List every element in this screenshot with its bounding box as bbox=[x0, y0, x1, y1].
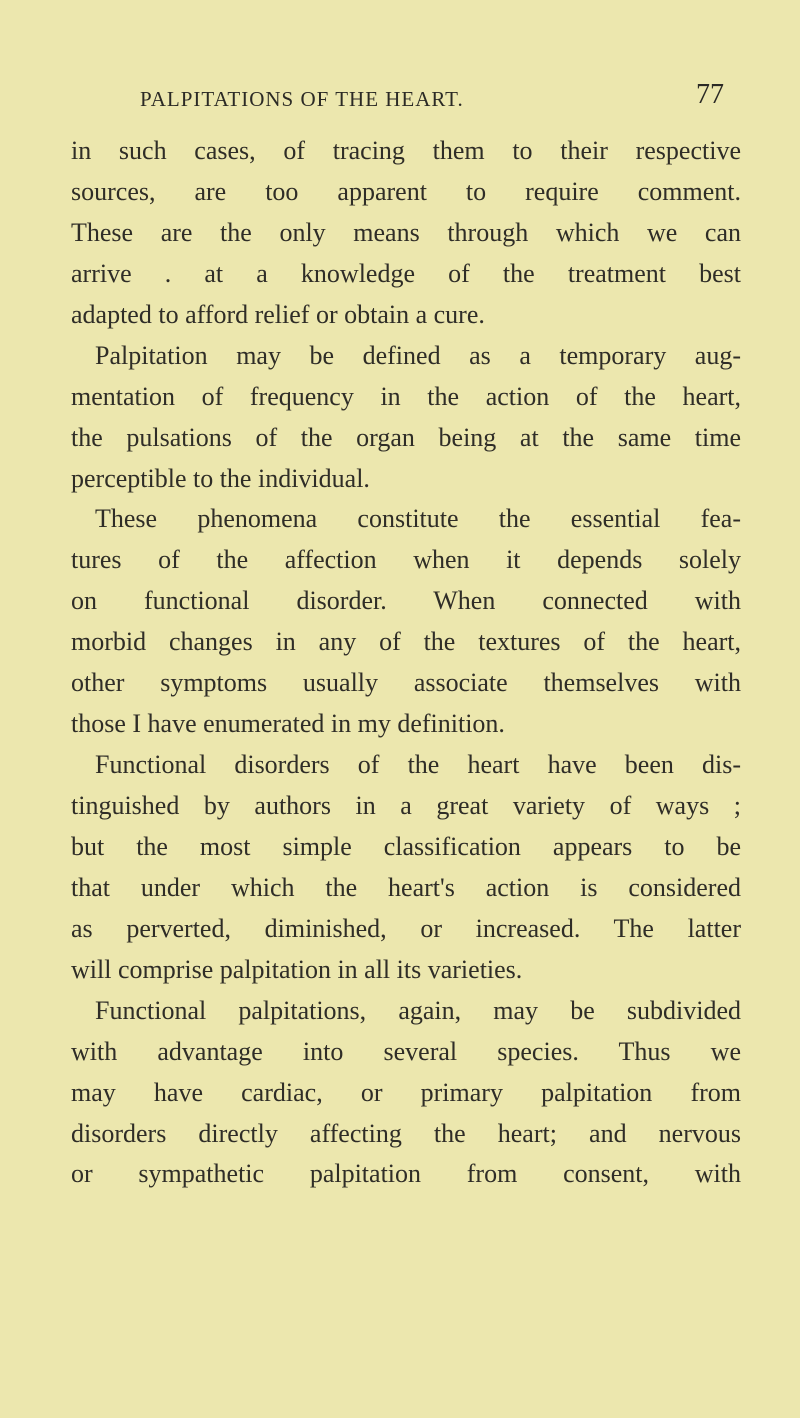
text-line: or sympathetic palpitation from consent, with bbox=[71, 1159, 741, 1189]
text-line: morbid changes in any of the textures of the heart, bbox=[71, 627, 741, 657]
text-line: These phenomena constitute the essential fea- bbox=[95, 504, 741, 534]
text-line: Palpitation may be defined as a temporary aug- bbox=[95, 340, 741, 370]
text-line: as perverted, diminished, or increased. The latter bbox=[71, 913, 741, 943]
text-line: may have cardiac, or primary palpitation from bbox=[71, 1077, 741, 1107]
text-line: tinguished by authors in a great variety of ways ; bbox=[71, 791, 741, 820]
text-line: disorders directly affecting the heart; and nervous bbox=[71, 1118, 741, 1148]
text-line: tures of the affection when it depends solely bbox=[71, 545, 741, 575]
text-line: adapted to afford relief or obtain a cure. bbox=[71, 299, 485, 329]
text-line: that under which the heart's action is considered bbox=[71, 872, 741, 902]
text-line: in such cases, of tracing them to their respective bbox=[71, 136, 741, 165]
text-line: will comprise palpitation in all its varieties. bbox=[71, 954, 523, 984]
text-line: These are the only means through which we can bbox=[71, 217, 741, 247]
body-text bbox=[71, 131, 741, 1195]
text-line: mentation of frequency in the action of the heart, bbox=[71, 381, 741, 411]
page-number: 77 bbox=[696, 79, 724, 110]
text-line: other symptoms usually associate themselves with bbox=[71, 668, 741, 698]
text-line: Functional disorders of the heart have been dis- bbox=[95, 750, 741, 780]
text-line: but the most simple classification appears to be bbox=[71, 831, 741, 861]
text-line: on functional disorder. When connected with bbox=[71, 586, 741, 616]
text-line: those I have enumerated in my definition. bbox=[71, 709, 505, 739]
text-line: the pulsations of the organ being at the same time bbox=[71, 422, 741, 452]
text-line: with advantage into several species. Thus we bbox=[71, 1036, 741, 1066]
running-title: PALPITATIONS OF THE HEART. bbox=[140, 87, 464, 111]
running-head bbox=[140, 79, 740, 116]
text-line: arrive . at a knowledge of the treatment best bbox=[71, 258, 741, 288]
text-line: Functional palpitations, again, may be subdivided bbox=[95, 995, 741, 1025]
text-line: perceptible to the individual. bbox=[71, 463, 370, 493]
text-line: sources, are too apparent to require comment. bbox=[71, 176, 741, 206]
